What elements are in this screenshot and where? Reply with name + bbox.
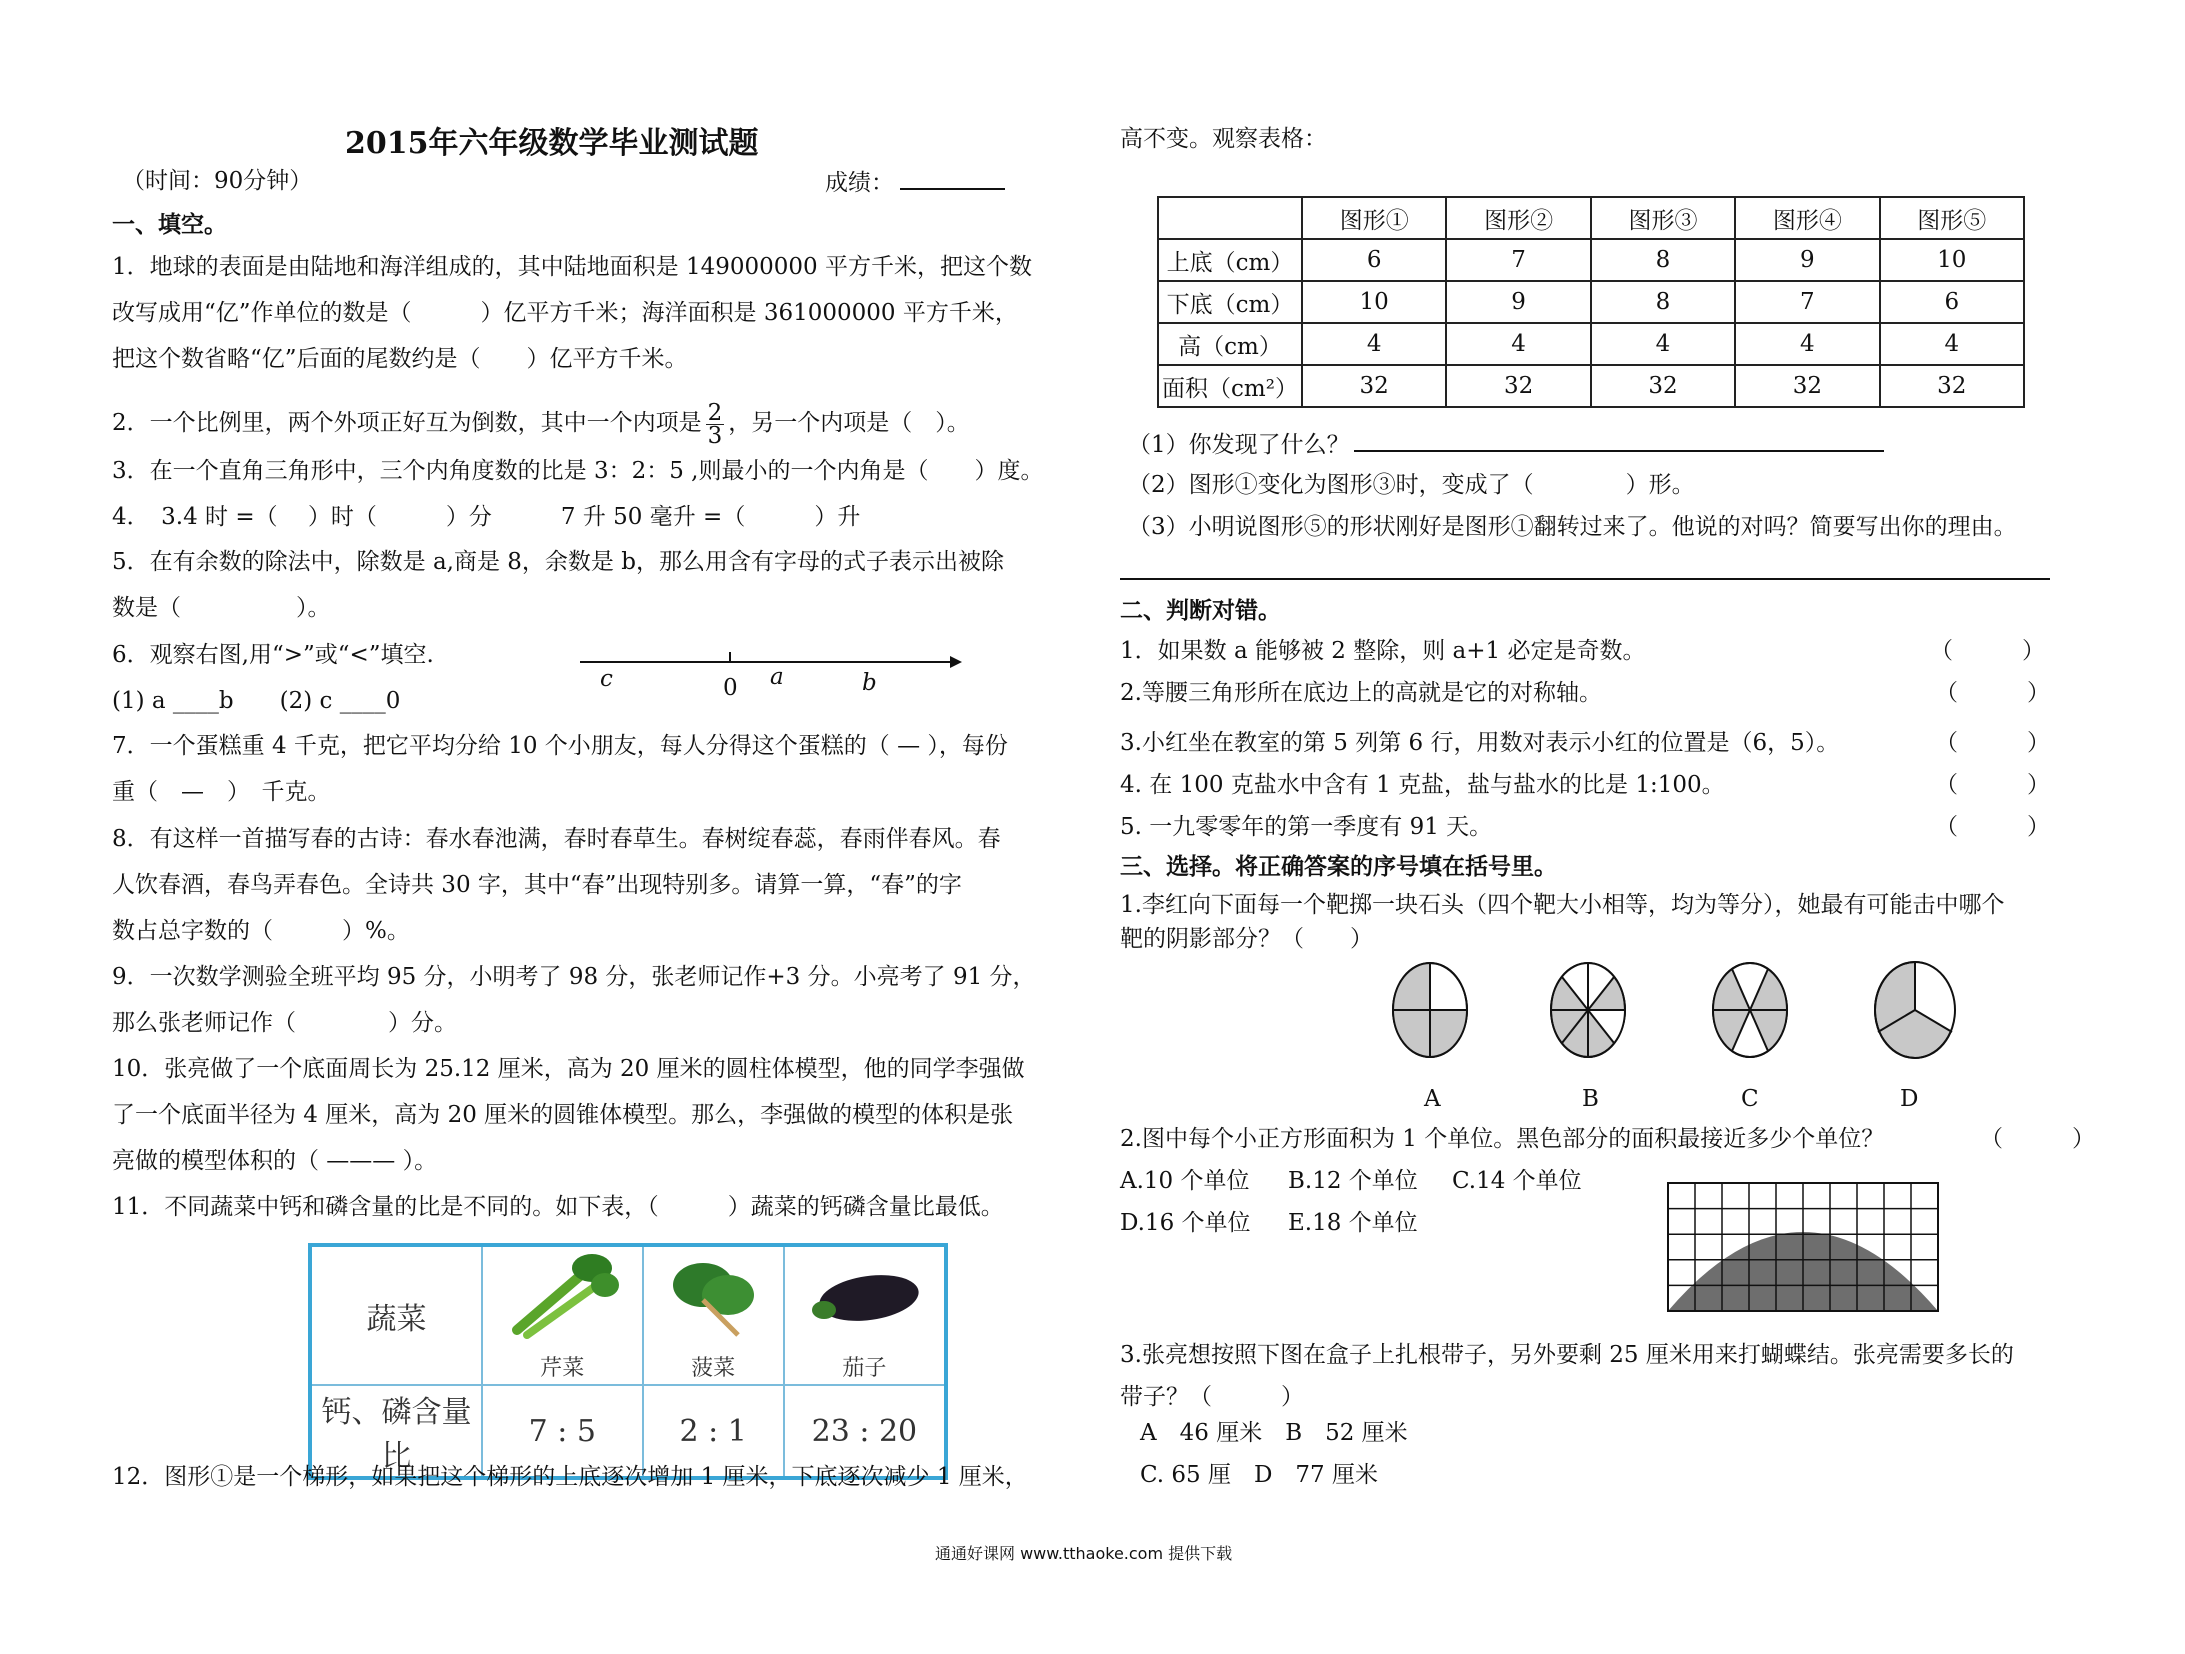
target-label: B xyxy=(1582,1086,1599,1112)
table-cell: 32 xyxy=(1880,365,2024,407)
table-cell: 高（cm） xyxy=(1158,323,1302,365)
table-cell: 32 xyxy=(1302,365,1446,407)
question-12: 12．图形①是一个梯形，如果把这个梯形的上底逐次增加 1 厘米，下底逐次减少 1 厘米， xyxy=(112,1464,1028,1490)
veg-ratio: 7 : 5 xyxy=(482,1385,643,1478)
q7-line: 7．一个蛋糕重 4 千克，把它平均分给 10 个小朋友，每人分得这个蛋糕的（ — ），每份 xyxy=(112,733,1008,759)
section-divider xyxy=(1120,578,2050,580)
number-line-c: c xyxy=(600,666,613,692)
table-cell: 下底（cm） xyxy=(1158,281,1302,323)
choice-q1-line: 靶的阴影部分？（ ） xyxy=(1120,926,1373,952)
q2-prefix: 2．一个比例里，两个外项正好互为倒数，其中一个内项是 xyxy=(112,410,702,436)
table-cell: 8 xyxy=(1591,281,1735,323)
table-cell: 10 xyxy=(1302,281,1446,323)
q1-line: 1．地球的表面是由陆地和海洋组成的，其中陆地面积是 149000000 平方千米，把这个数 xyxy=(112,254,1032,280)
table-row xyxy=(1158,281,2024,323)
q1-line: 把这个数省略“亿”后面的尾数约是（ ）亿平方千米。 xyxy=(112,346,688,372)
fraction xyxy=(706,399,725,449)
question-4: 4． 3.4 时 =（ ）时（ ）分 7 升 50 毫升 =（ ）升 xyxy=(112,504,861,530)
table-cell: 7 xyxy=(1735,281,1879,323)
time-note: （时间：90分钟） xyxy=(122,168,313,194)
question-12-cont: 高不变。观察表格： xyxy=(1120,126,1327,152)
q12-sub2: （2）图形①变化为图形③时，变成了（ ）形。 xyxy=(1128,472,1695,498)
q10-line: 了一个底面半径为 4 厘米，高为 20 厘米的圆锥体模型。那么，李强做的模型的体积是张 xyxy=(112,1102,1014,1128)
judge-item: 5. 一九零零年的第一季度有 91 天。 xyxy=(1120,814,1493,840)
exam-title: 2015年六年级数学毕业测试题 xyxy=(345,126,759,161)
table-row xyxy=(1158,323,2024,365)
target-diagrams xyxy=(1390,960,2110,1070)
target-label: A xyxy=(1424,1086,1441,1112)
table-header: 图形① xyxy=(1302,197,1446,239)
table-header: 图形④ xyxy=(1735,197,1879,239)
table-cell: 32 xyxy=(1591,365,1735,407)
q5-line: 数是（ ）。 xyxy=(112,595,331,621)
table-cell: 4 xyxy=(1735,323,1879,365)
table-cell: 32 xyxy=(1735,365,1879,407)
number-line-a: a xyxy=(770,664,784,690)
score-label: 成绩： xyxy=(825,166,1005,198)
footer: 通通好课网 www.tthaoke.com 提供下载 xyxy=(935,1544,1233,1563)
q2-suffix: ，另一个内项是（ ）。 xyxy=(728,410,970,436)
question-3: 3．在一个直角三角形中，三个内角度数的比是 3：2：5 ,则最小的一个内角是（ ）度。 xyxy=(112,458,1044,484)
choice-q2-paren[interactable]: （ ） xyxy=(1980,1126,2095,1152)
table-cell: 6 xyxy=(1302,239,1446,281)
table-cell: 8 xyxy=(1591,239,1735,281)
veg-ratio: 23 : 20 xyxy=(784,1385,946,1478)
area-grid xyxy=(1668,1183,1938,1311)
question-6: 6．观察右图,用“>”或“<”填空. xyxy=(112,642,434,668)
q12-sub3: （3）小明说图形⑤的形状刚好是图形①翻转过来了。他说的对吗？简要写出你的理由。 xyxy=(1128,514,2017,540)
score-blank[interactable] xyxy=(900,166,1005,190)
judge-item: 2.等腰三角形所在底边上的高就是它的对称轴。 xyxy=(1120,680,1602,706)
table-cell: 9 xyxy=(1735,239,1879,281)
option: E.18 个单位 xyxy=(1288,1210,1418,1236)
veg-header: 蔬菜 xyxy=(310,1245,482,1385)
eggplant-image xyxy=(804,1260,924,1340)
veg-name: 菠菜 xyxy=(691,1356,736,1381)
section2-heading: 二、判断对错。 xyxy=(1120,597,1281,624)
table-cell: 32 xyxy=(1446,365,1590,407)
trapezoid-table xyxy=(1157,196,2025,408)
choice-q2: 2.图中每个小正方形面积为 1 个单位。黑色部分的面积最接近多少个单位？ xyxy=(1120,1126,1885,1152)
number-line-zero: 0 xyxy=(723,675,738,701)
answer-blank[interactable] xyxy=(1354,428,1884,452)
option: A.10 个单位 xyxy=(1120,1168,1250,1194)
veg-row-label: 钙、磷含量比 xyxy=(310,1385,482,1478)
vegetable-table xyxy=(308,1243,948,1480)
section3-heading: 三、选择。将正确答案的序号填在括号里。 xyxy=(1120,853,1557,880)
table-cell: 上底（cm） xyxy=(1158,239,1302,281)
question-8 xyxy=(112,816,1082,954)
q8-line: 人饮春酒，春鸟弄春色。全诗共 30 字，其中“春”出现特别多。请算一算，“春”的字 xyxy=(112,872,962,898)
veg-name: 茄子 xyxy=(842,1356,887,1381)
choice-q3 xyxy=(1120,1334,2014,1418)
q10-line: 10．张亮做了一个底面周长为 25.12 厘米，高为 20 厘米的圆柱体模型，他的同学李强做 xyxy=(112,1056,1025,1082)
question-1 xyxy=(112,244,1082,382)
section1-heading: 一、填空。 xyxy=(112,211,227,238)
question-2 xyxy=(112,393,970,453)
table-cell: 4 xyxy=(1302,323,1446,365)
q8-line: 数占总字数的（ ）%。 xyxy=(112,918,410,944)
target-c xyxy=(1713,963,1787,1057)
veg-ratio: 2 : 1 xyxy=(643,1385,784,1478)
choice-q1-line: 1.李红向下面每一个靶掷一块石头（四个靶大小相等，均为等分），她最有可能击中哪个 xyxy=(1120,892,2005,918)
table-cell: 10 xyxy=(1880,239,2024,281)
target-label: C xyxy=(1741,1086,1759,1112)
spinach-image xyxy=(663,1250,763,1340)
judge-paren[interactable]: （ ） xyxy=(1935,680,2050,706)
veg-spinach xyxy=(643,1245,784,1385)
judge-paren[interactable]: （ ） xyxy=(1935,772,2050,798)
q7-line: 重（ — ） 千克。 xyxy=(112,779,331,805)
fraction-numerator: 2 xyxy=(707,399,723,426)
target-label: D xyxy=(1900,1086,1919,1112)
table-row xyxy=(1158,365,2024,407)
fraction-denominator: 3 xyxy=(707,422,723,449)
q9-line: 那么张老师记作（ ）分。 xyxy=(112,1010,457,1036)
veg-name: 芹菜 xyxy=(540,1356,585,1381)
choice-q1 xyxy=(1120,888,2004,956)
target-a xyxy=(1393,963,1467,1057)
q9-line: 9．一次数学测验全班平均 95 分，小明考了 98 分，张老师记作+3 分。小亮考了 91 分， xyxy=(112,964,1036,990)
choice-q3-line: 带子？（ ） xyxy=(1120,1384,1304,1410)
judge-item: 1．如果数 a 能够被 2 整除，则 a+1 必定是奇数。 xyxy=(1120,638,1646,664)
table-header: 图形② xyxy=(1446,197,1590,239)
target-b xyxy=(1551,963,1625,1057)
option: D.16 个单位 xyxy=(1120,1210,1251,1236)
table-cell: 6 xyxy=(1880,281,2024,323)
judge-item: 3.小红坐在教室的第 5 列第 6 行，用数对表示小红的位置是（6，5）。 xyxy=(1120,730,1840,756)
table-header xyxy=(1158,197,1302,239)
option: B.12 个单位 xyxy=(1288,1168,1418,1194)
table-row xyxy=(1158,239,2024,281)
judge-item: 4. 在 100 克盐水中含有 1 克盐，盐与盐水的比是 1:100。 xyxy=(1120,772,1725,798)
number-line-b: b xyxy=(862,670,877,696)
question-9 xyxy=(112,954,1082,1046)
q5-line: 5．在有余数的除法中，除数是 a,商是 8，余数是 b，那么用含有字母的式子表示出被除 xyxy=(112,549,1004,575)
judge-paren[interactable]: （ ） xyxy=(1930,638,2045,664)
question-7 xyxy=(112,723,1082,815)
veg-celery xyxy=(482,1245,643,1385)
veg-eggplant xyxy=(784,1245,946,1385)
question-10 xyxy=(112,1046,1082,1184)
target-d xyxy=(1875,962,1956,1058)
judge-paren[interactable]: （ ） xyxy=(1935,814,2050,840)
table-cell: 面积（cm²） xyxy=(1158,365,1302,407)
q10-line: 亮做的模型体积的（ ——— ）。 xyxy=(112,1148,438,1174)
table-cell: 9 xyxy=(1446,281,1590,323)
option: C.14 个单位 xyxy=(1452,1168,1582,1194)
option: C. 65 厘 D 77 厘米 xyxy=(1140,1462,1378,1488)
choice-q3-line: 3.张亮想按照下图在盒子上扎根带子，另外要剩 25 厘米用来打蝴蝶结。张亮需要多长的 xyxy=(1120,1342,2014,1368)
celery-image xyxy=(507,1250,617,1340)
judge-paren[interactable]: （ ） xyxy=(1935,730,2050,756)
question-6-parts: (1) a ____b (2) c ____0 xyxy=(112,688,401,714)
table-cell: 7 xyxy=(1446,239,1590,281)
q8-line: 8．有这样一首描写春的古诗：春水春池满，春时春草生。春树绽春蕊，春雨伴春风。春 xyxy=(112,826,1001,852)
table-cell: 4 xyxy=(1446,323,1590,365)
table-header: 图形③ xyxy=(1591,197,1735,239)
table-cell: 4 xyxy=(1591,323,1735,365)
q12-sub1: （1）你发现了什么？ xyxy=(1128,428,1884,460)
question-5 xyxy=(112,539,1082,631)
q1-line: 改写成用“亿”作单位的数是（ ）亿平方千米；海洋面积是 361000000 平方千米， xyxy=(112,300,1018,326)
table-cell: 4 xyxy=(1880,323,2024,365)
option: A 46 厘米 B 52 厘米 xyxy=(1140,1420,1408,1446)
question-11: 11．不同蔬菜中钙和磷含量的比是不同的。如下表，（ ）蔬菜的钙磷含量比最低。 xyxy=(112,1194,1004,1220)
table-header: 图形⑤ xyxy=(1880,197,2024,239)
